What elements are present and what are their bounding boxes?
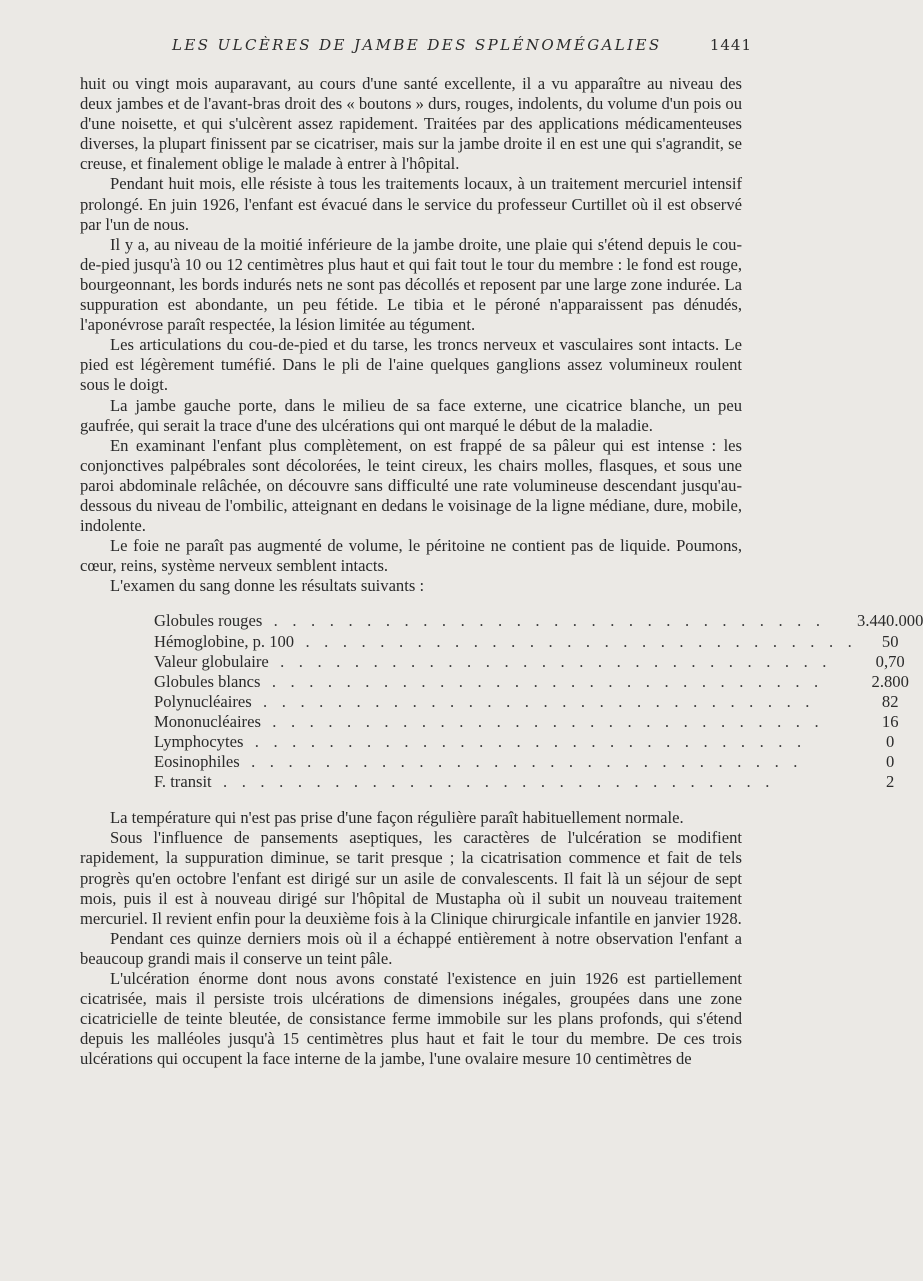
dot-leader: . . . . . . . . . . . . . . . . . . . . . . . . . . . . . . bbox=[241, 752, 803, 772]
result-value: 82 bbox=[881, 691, 899, 711]
table-row bbox=[154, 712, 923, 732]
table-row bbox=[154, 692, 923, 712]
table-row bbox=[154, 732, 923, 752]
page-header bbox=[80, 36, 752, 58]
table-row bbox=[154, 772, 923, 792]
result-label: Hémoglobine, p. 100 bbox=[154, 631, 295, 651]
paragraph: La jambe gauche porte, dans le milieu de sa face externe, une cicatrice blanche, un peu gaufrée, qui serait la trace d'une des ulcérations qui ont marqué le début de la maladie. bbox=[80, 395, 742, 435]
result-label: Valeur globulaire bbox=[154, 651, 269, 671]
blood-results-table bbox=[154, 611, 923, 792]
running-title: LES ULCÈRES DE JAMBE DES SPLÉNOMÉGALIES bbox=[172, 36, 662, 54]
paragraph: L'examen du sang donne les résultats suivants : bbox=[110, 576, 425, 596]
article-body bbox=[80, 74, 923, 1070]
paragraph: L'ulcération énorme dont nous avons constaté l'existence en juin 1926 est partiellement cicatrisée, mais il persiste trois ulcérations de dimensions inégales, groupées dans une zone cicatricielle de teinte bleutée, de consistance ferme immobile sur les plans profonds, qui s'étend depuis les malléoles jusqu'à 15 centimètres plus haut et fait le tour du membre. De ces trois ulcérations qui occupent la face interne de la jambe, l'une ovalaire mesure 10 centimètres de bbox=[80, 969, 742, 1069]
result-label: Globules rouges bbox=[154, 611, 263, 631]
paragraph: Pendant ces quinze derniers mois où il a échappé entièrement à notre observation l'enfant a beaucoup grandi mais il conserve un teint pâle. bbox=[80, 928, 742, 968]
paragraph: Sous l'influence de pansements aseptiques, les caractères de l'ulcération se modifient rapidement, la suppuration diminue, se tarit presque ; la cicatrisation commence et fait de tels progrès qu'en octobre l'enfant est dirigé sur un asile de convalescents. Il fait là un séjour de sept mois, puis il est à nouveau dirigé sur l'hôpital de Mustapha où il subit un nouveau traitement mercuriel. Il revient enfin pour la deuxième fois à la Clinique chirurgicale infantile en janvier 1928. bbox=[80, 828, 742, 928]
dot-leader: . . . . . . . . . . . . . . . . . . . . . . . . . . . . . . bbox=[262, 711, 824, 731]
paragraph: En examinant l'enfant plus complètement, on est frappé de sa pâleur qui est intense : les conjonctives palpébrales sont décolorées, le teint cireux, les chairs molles, flasques, et sous une paroi abdominale relâchée, on découvre sans difficulté une rate volumineuse descendant jusqu'au-dessous du niveau de l'ombilic, atteignant en dedans le voisinage de la ligne médiane, dure, mobile, indolente. bbox=[80, 435, 742, 536]
result-value: 2.800 bbox=[871, 671, 909, 691]
result-value: 0 bbox=[886, 732, 895, 751]
table-row bbox=[154, 752, 923, 772]
table-row bbox=[154, 652, 923, 672]
result-label: Mononucléaires bbox=[154, 711, 261, 731]
paragraph: La température qui n'est pas prise d'une façon régulière paraît habituellement normale. bbox=[110, 808, 684, 828]
result-label: Eosinophiles bbox=[154, 752, 240, 772]
result-label: Polynucléaires bbox=[154, 691, 252, 711]
result-value: 50 bbox=[881, 631, 899, 651]
dot-leader: . . . . . . . . . . . . . . . . . . . . . . . . . . . . . . bbox=[296, 631, 858, 651]
paragraph: Les articulations du cou-de-pied et du tarse, les troncs nerveux et vasculaires sont intacts. Le pied est légèrement tuméfié. Dans le pli de l'aine quelques ganglions assez volumineux roulent sous le doigt. bbox=[80, 335, 742, 395]
page-number: 1441 bbox=[709, 36, 752, 54]
paragraph: Le foie ne paraît pas augmenté de volume, le péritoine ne contient pas de liquide. Poumons, cœur, reins, système nerveux semblent intacts. bbox=[80, 536, 742, 576]
dot-leader: . . . . . . . . . . . . . . . . . . . . . . . . . . . . . . bbox=[253, 691, 815, 711]
paragraph: huit ou vingt mois auparavant, au cours d'une santé excellente, il a vu apparaître au niveau des deux jambes et de l'avant-bras droit des « boutons » durs, rouges, indolents, du volume d'un pois ou d'une noisette, et qui s'ulcèrent assez rapidement. Traitées par des applications médicamenteuses diverses, la plupart finissent par se cicatriser, mais sur la jambe droite il en est une qui s'agrandit, se creuse, et finalement oblige le malade à entrer à l'hôpital. bbox=[80, 74, 742, 174]
result-value: 3.440.000 bbox=[857, 611, 923, 631]
dot-leader: . . . . . . . . . . . . . . . . . . . . . . . . . . . . . . bbox=[262, 671, 824, 691]
result-label: Globules blancs bbox=[154, 671, 261, 691]
result-label: F. transit bbox=[154, 772, 212, 792]
table-row bbox=[154, 672, 923, 692]
result-value: 0 bbox=[886, 752, 895, 772]
paragraph: Pendant huit mois, elle résiste à tous les traitements locaux, à un traitement mercuriel intensif prolongé. En juin 1926, l'enfant est évacué dans le service du professeur Curtillet où il est observé par l'un de nous. bbox=[80, 174, 742, 234]
result-value: 0,70 bbox=[875, 651, 905, 671]
dot-leader: . . . . . . . . . . . . . . . . . . . . . . . . . . . . . . bbox=[270, 651, 832, 671]
dot-leader: . . . . . . . . . . . . . . . . . . . . . . . . . . . . . . bbox=[264, 611, 826, 631]
dot-leader: . . . . . . . . . . . . . . . . . . . . . . . . . . . . . . bbox=[245, 732, 807, 751]
result-value: 16 bbox=[881, 711, 899, 731]
dot-leader: . . . . . . . . . . . . . . . . . . . . . . . . . . . . . . bbox=[213, 772, 775, 792]
result-value: 2 bbox=[886, 772, 895, 792]
table-row bbox=[154, 611, 923, 631]
result-label: Lymphocytes bbox=[154, 732, 244, 751]
table-row bbox=[154, 632, 923, 652]
paragraph: Il y a, au niveau de la moitié inférieure de la jambe droite, une plaie qui s'étend depuis le cou-de-pied jusqu'à 10 ou 12 centimètres plus haut et qui fait tout le tour du membre : le fond est rouge, bourgeonnant, les bords indurés nets ne sont pas décollés et reposent par une large zone indurée. La suppuration est abondante, un peu fétide. Le tibia et le péroné n'apparaissent pas dénudés, l'aponévrose paraît respectée, la lésion limitée au tégument. bbox=[80, 234, 742, 335]
